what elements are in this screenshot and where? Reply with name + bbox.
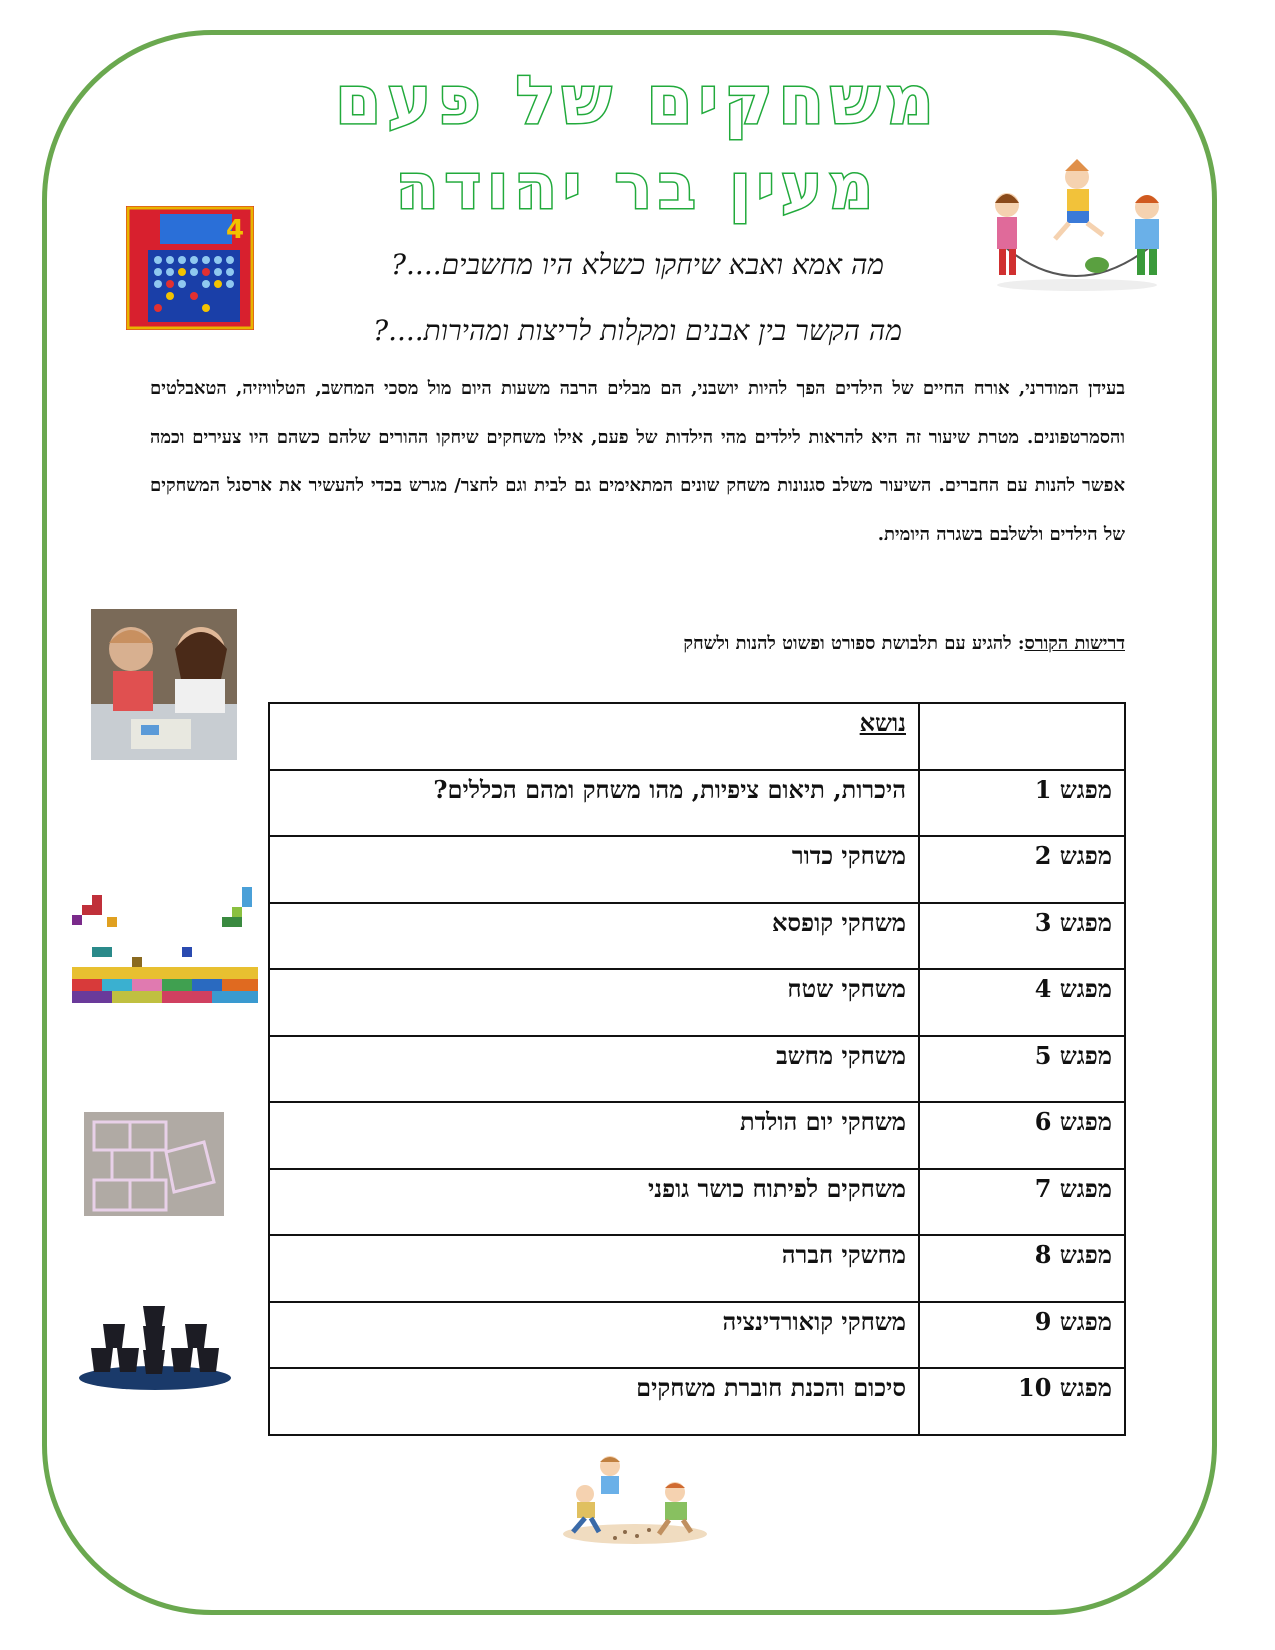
table-row bbox=[269, 1302, 1125, 1369]
kids-stones-image bbox=[555, 1452, 715, 1547]
topic-cell: משחקי קופסא bbox=[269, 903, 919, 970]
page-subtitle: מעין בר יהודה bbox=[395, 150, 880, 223]
table-row bbox=[269, 1368, 1125, 1435]
kids-playing-photo bbox=[91, 609, 237, 760]
meeting-cell: מפגש 5 bbox=[919, 1036, 1125, 1103]
topic-cell: משחקי שטח bbox=[269, 969, 919, 1036]
table-row bbox=[269, 969, 1125, 1036]
meeting-cell: מפגש 1 bbox=[919, 770, 1125, 837]
requirements-label: דרישות הקורס bbox=[1024, 633, 1125, 654]
topic-cell: משחקים לפיתוח כושר גופני bbox=[269, 1169, 919, 1236]
question-2: מה הקשר בין אבנים ומקלות לריצות ומהירות....? bbox=[373, 314, 902, 347]
header-topic-cell bbox=[269, 703, 919, 770]
meetings-table bbox=[268, 702, 1126, 1436]
table-row bbox=[269, 1036, 1125, 1103]
meeting-cell: מפגש 6 bbox=[919, 1102, 1125, 1169]
header-meeting-cell bbox=[919, 703, 1125, 770]
topic-cell: מחשקי חברה bbox=[269, 1235, 919, 1302]
table-row bbox=[269, 836, 1125, 903]
stacked-cups-image bbox=[77, 1306, 233, 1392]
topic-cell: היכרות, תיאום ציפיות, מהו משחק ומהם הכללים? bbox=[269, 770, 919, 837]
table-header-row bbox=[269, 703, 1125, 770]
hopscotch-photo bbox=[84, 1112, 224, 1216]
question-1: מה אמא ואבא שיחקו כשלא היו מחשבים....? bbox=[391, 248, 884, 281]
meeting-cell: מפגש 10 bbox=[919, 1368, 1125, 1435]
table-row bbox=[269, 770, 1125, 837]
topic-cell: משחקי מחשב bbox=[269, 1036, 919, 1103]
page-title: משחקים של פעם bbox=[335, 62, 940, 139]
meeting-cell: מפגש 7 bbox=[919, 1169, 1125, 1236]
topic-cell: משחקי קואורדינציה bbox=[269, 1302, 919, 1369]
table-row bbox=[269, 1235, 1125, 1302]
meeting-cell: מפגש 3 bbox=[919, 903, 1125, 970]
box-number: 4 bbox=[226, 215, 245, 245]
meeting-cell: מפגש 8 bbox=[919, 1235, 1125, 1302]
meeting-cell: מפגש 9 bbox=[919, 1302, 1125, 1369]
table-row bbox=[269, 903, 1125, 970]
meeting-cell: מפגש 4 bbox=[919, 969, 1125, 1036]
jump-rope-kids-image bbox=[985, 155, 1170, 295]
connect-four-box-image bbox=[126, 206, 254, 330]
topic-cell: סיכום והכנת חוברת משחקים bbox=[269, 1368, 919, 1435]
topic-cell: משחקי יום הולדת bbox=[269, 1102, 919, 1169]
tetris-blocks-image bbox=[72, 887, 258, 1003]
requirements-text: : להגיע עם תלבושת ספורט ופשוט להנות ולשחק bbox=[683, 633, 1025, 654]
table-row bbox=[269, 1102, 1125, 1169]
table-row bbox=[269, 1169, 1125, 1236]
topic-cell: משחקי כדור bbox=[269, 836, 919, 903]
meeting-cell: מפגש 2 bbox=[919, 836, 1125, 903]
course-requirements bbox=[150, 633, 1125, 654]
intro-paragraph: בעידן המודרני, אורח החיים של הילדים הפך להיות יושבני, הם מבלים הרבה משעות היום מול מסכי המחשב, הטלוויזיה, הטאבלטים והסמרטפונים. מטרת שיעור זה היא להראות לילדים מהי הילדות של פעם, אילו משחקים שיחקו ההורים שלהם כשהם היו צעירים וכמה אפשר להנות עם החברים. השיעור משלב סגנונות משחק שונים המתאימים גם לבית וגם לחצר/ מגרש בכדי להעשיר את ארסנל המשחקים של הילדים ולשלבם בשגרה היומית. bbox=[150, 378, 1125, 545]
header-topic-label: נושא bbox=[859, 708, 906, 737]
